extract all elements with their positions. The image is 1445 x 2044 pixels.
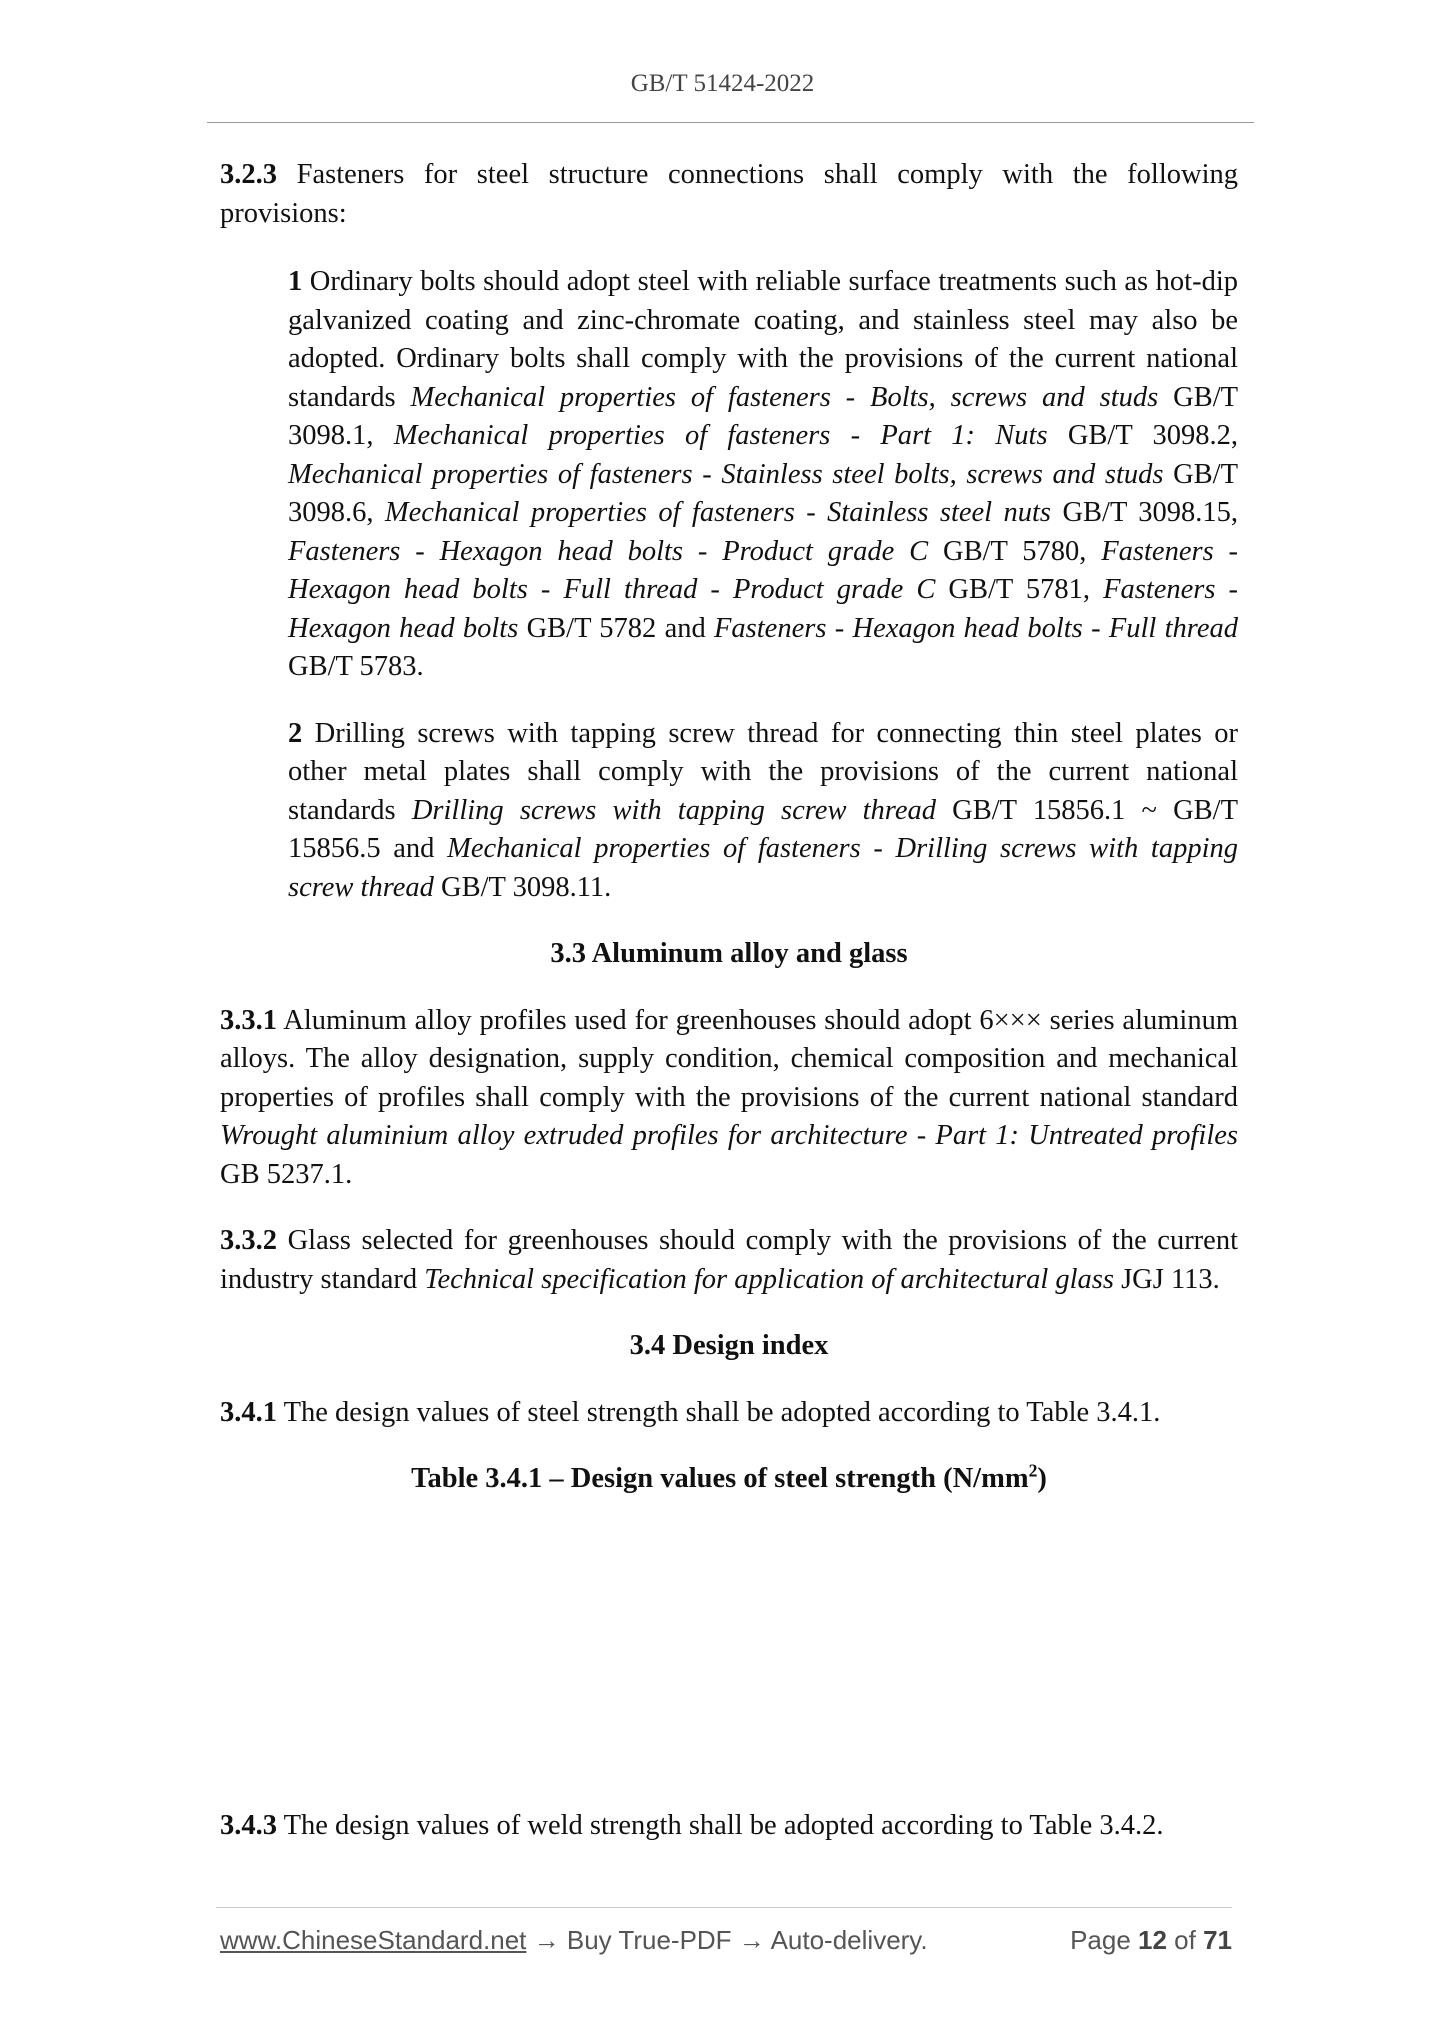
clause-number: 3.3.2	[220, 1225, 277, 1256]
standard-title: Technical specification for application of architectural glass	[424, 1263, 1114, 1295]
standard-title: Fasteners - Hexagon head bolts	[288, 574, 1239, 644]
clause-3-4-1: 3.4.1 The design values of steel strength shall be adopted according to Table 3.4.1.	[220, 1396, 1161, 1428]
section-heading-3-4: 3.4 Design index	[629, 1330, 829, 1361]
table-caption: Table 3.4.1 – Design values of steel strength $(N/mm^2)$	[411, 1460, 1047, 1494]
standard-title: Mechanical properties of fasteners - Stainless steel bolts, screws and studs	[288, 458, 1164, 490]
standard-title: Fasteners - Hexagon head bolts - Full thread - Product grade C	[288, 535, 1239, 605]
clause-number: 3.3.1	[220, 1004, 277, 1036]
footer-divider	[216, 1907, 1232, 1908]
clause-number: 3.2.3	[220, 159, 277, 190]
table-placeholder	[220, 1499, 1238, 1779]
clause-number: 3.4.3	[220, 1809, 277, 1841]
total-pages: 71	[1203, 1925, 1232, 1955]
standard-title: Mechanical properties of fasteners - Drilling screws with tapping screw thread	[288, 833, 1239, 903]
standard-title: Fasteners - Hexagon head bolts - Product grade C	[288, 535, 929, 567]
site-link[interactable]: www.ChineseStandard.net	[220, 1925, 527, 1955]
standard-title: Drilling screws with tapping screw thread	[411, 794, 936, 826]
clause-3-2-3-item-2: 2 Drilling screws with tapping screw thread for connecting thin steel plates or other metal plates shall comply with the provisions of the current national standards Drilling screws with tapping screw thread GB/T 15856.1 ~ GB/T 15856.5 and Mechanical properties of fasteners - Drilling screws with tapping screw thread GB/T 3098.11.	[288, 717, 1239, 903]
clause-3-3-1: 3.3.1 Aluminum alloy profiles used for greenhouses should adopt 6××× series aluminum alloys. The alloy designation, supply condition, chemical composition and mechanical properties of profiles shall comply with the provisions of the current national standard Wrought aluminium alloy extruded profiles for architecture - Part 1: Untreated profiles GB 5237.1.	[220, 1004, 1238, 1190]
header-divider	[207, 122, 1254, 123]
page-header: GB/T 51424-2022	[630, 70, 815, 97]
clause-3-3-2: 3.3.2 Glass selected for greenhouses should comply with the provisions of the current industry standard Technical specification for application of architectural glass JGJ 113.	[220, 1225, 1238, 1295]
footer-promo: www.ChineseStandard.net → Buy True-PDF → Auto-delivery.	[220, 1925, 928, 1955]
standard-title: Mechanical properties of fasteners - Part 1: Nuts	[393, 420, 1048, 451]
page-number: 12	[1138, 1925, 1167, 1955]
page-footer	[220, 1925, 1232, 1956]
standard-title: Fasteners - Hexagon head bolts - Full thread	[714, 612, 1238, 644]
document-body	[220, 156, 1238, 1845]
section-heading-3-3: 3.3 Aluminum alloy and glass	[550, 938, 908, 969]
clause-3-2-3: 3.2.3 Fasteners for steel structure connections shall comply with the following provisions:	[220, 159, 1238, 229]
clause-3-2-3-item-1: 1 Ordinary bolts should adopt steel with reliable surface treatments such as hot-dip galvanized coating and zinc-chromate coating, and stainless steel may also be adopted. Ordinary bolts shall comply with the provisions of the current national standards Mechanical properties of fasteners - Bolts, screws and studs GB/T 3098.1, Mechanical properties of fasteners - Part 1: Nuts GB/T 3098.2, Mechanical properties of fasteners - Stainless steel bolts, screws and studs GB/T 3098.6, Mechanical properties of fasteners - Stainless steel nuts GB/T 3098.15, Fasteners - Hexagon head bolts - Product grade C GB/T 5780, Fasteners - Hexagon head bolts - Full thread - Product grade C GB/T 5781, Fasteners - Hexagon head bolts GB/T 5782 and Fasteners - Hexagon head bolts - Full thread GB/T 5783.	[288, 266, 1239, 682]
standard-title: Wrought aluminium alloy extruded profiles for architecture - Part 1: Untreated profiles	[220, 1120, 1238, 1151]
item-number: 1	[288, 266, 303, 297]
clause-number: 3.4.1	[220, 1396, 277, 1428]
item-number: 2	[288, 717, 303, 749]
standard-title: Mechanical properties of fasteners - Bolts, screws and studs	[410, 381, 1159, 413]
page-indicator: Page 12 of 71	[1070, 1925, 1232, 1955]
standard-title: Mechanical properties of fasteners - Stainless steel nuts	[384, 497, 1052, 528]
clause-3-4-3: 3.4.3 The design values of weld strength shall be adopted according to Table 3.4.2.	[220, 1809, 1164, 1841]
